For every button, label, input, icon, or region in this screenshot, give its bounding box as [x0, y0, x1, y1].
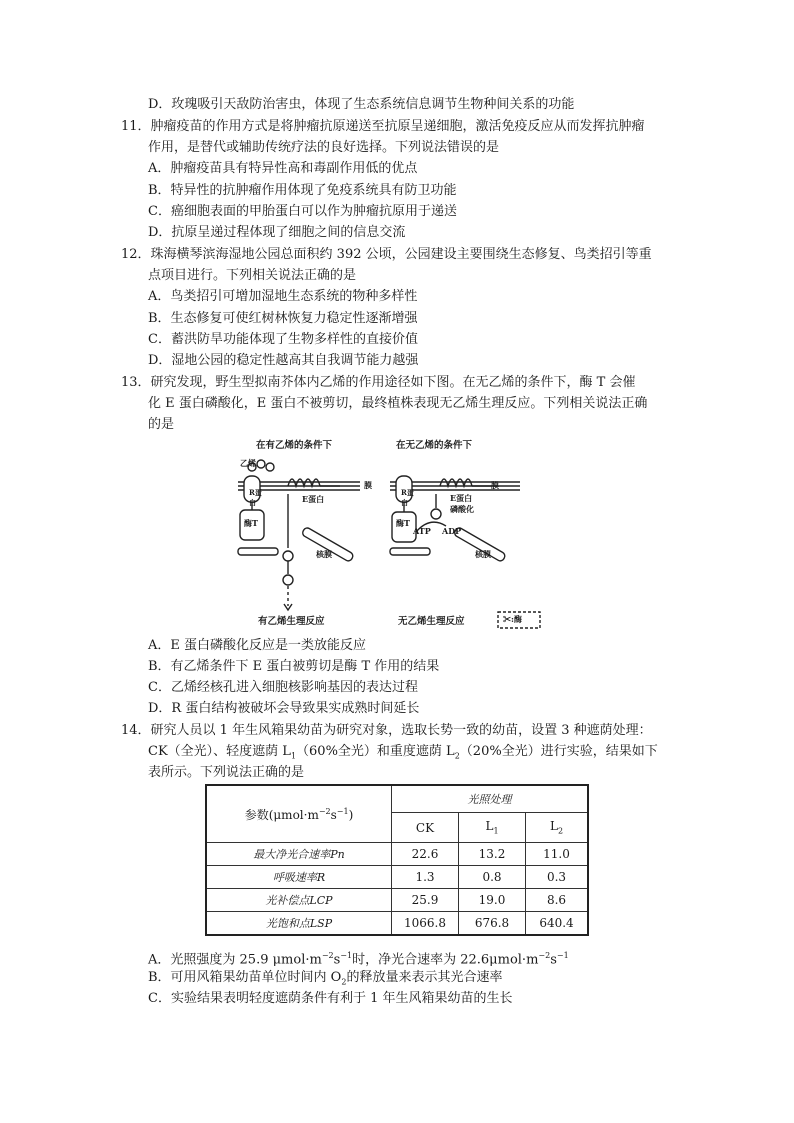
nuclear-membrane-label-left: 核膜 [316, 549, 332, 559]
q13-option-b: B．有乙烯条件下 E 蛋白被剪切是酶 T 作用的结果 [148, 659, 440, 674]
q13-stem-line1: 13．研究发现，野生型拟南芥体内乙烯的作用途径如下图。在无乙烯的条件下，酶 T 会催 [121, 375, 636, 390]
q11-option-b: B．特异性的抗肿瘤作用体现了免疫系统具有防卫功能 [148, 183, 457, 198]
q14-stem-line3: 表所示。下列说法正确的是 [148, 765, 305, 780]
q11-option-d: D．抗原呈递过程体现了细胞之间的信息交流 [148, 225, 406, 240]
q12-stem-line2: 点项目进行。下列相关说法正确的是 [148, 268, 357, 283]
q13-option-a: A．E 蛋白磷酸化反应是一类放能反应 [148, 638, 367, 653]
q12-option-a: A．鸟类招引可增加湿地生态系统的物种多样性 [148, 289, 418, 304]
enzyme-t-label-right: 酶T [396, 518, 410, 528]
table-row: 光补偿点LCP 25.9 19.0 8.6 [206, 889, 588, 912]
q14-option-b: B．可用风箱果幼苗单位时间内 $O_2$的释放量来表示其光合速率 [148, 970, 503, 987]
q11-stem-line2: 作用，是替代或辅助传统疗法的良好选择。下列说法错误的是 [148, 140, 500, 155]
atp-label: ATP [413, 526, 431, 536]
q11-option-c: C．癌细胞表面的甲胎蛋白可以作为肿瘤抗原用于递送 [148, 204, 457, 219]
light-treatment-table [205, 784, 589, 936]
left-result-label: 有乙烯生理反应 [258, 616, 325, 627]
table-row: 最大净光合速率Pn 22.6 13.2 11.0 [206, 843, 588, 866]
q13-stem-line2: 化 E 蛋白磷酸化，E 蛋白不被剪切，最终植株表现无乙烯生理反应。下列相关说法正确 [148, 396, 648, 411]
col-l1: $L_1$ [459, 813, 526, 843]
diagram-graphics [230, 436, 550, 636]
q11-option-a: A．肿瘤疫苗具有特异性高和毒副作用低的优点 [148, 161, 418, 176]
q13-option-d: D．R 蛋白结构被破坏会导致果实成熟时间延长 [148, 701, 420, 716]
table-row: 呼吸速率R 1.3 0.8 0.3 [206, 866, 588, 889]
q14-option-c: C．实验结果表明轻度遮荫条件有利于 1 年生风箱果幼苗的生长 [148, 991, 513, 1006]
scissors-legend: ✂:酶 [503, 614, 522, 624]
q12-stem-line1: 12．珠海横琴滨海湿地公园总面积约 392 公顷，公园建设主要围绕生态修复、鸟类招引等重 [121, 247, 652, 262]
left-panel-title: 在有乙烯的条件下 [256, 440, 333, 451]
right-panel-title: 在无乙烯的条件下 [396, 440, 473, 451]
q14-option-a: A．光照强度为 25.9 $\mu mol\cdot m^{-2}s^{-1}$时，净光合速率为 $22.6\mu mol\cdot m^{-2}s^{-1}$ [148, 951, 569, 968]
ethylene-label: 乙烯 [240, 458, 256, 468]
r-protein-label-left: R蛋白 [249, 488, 262, 507]
r-protein-label-right: R蛋白 [401, 488, 414, 507]
e-protein-label-right: E蛋白 [450, 493, 473, 503]
q12-option-b: B．生态修复可使红树林恢复力稳定性逐渐增强 [148, 311, 418, 326]
q14-stem-line1: 14．研究人员以 1 年生风箱果幼苗为研究对象，选取长势一致的幼苗，设置 3 种遮荫处理： [121, 723, 652, 738]
membrane-label-right: 膜 [491, 480, 499, 490]
nuclear-membrane-label-right: 核膜 [475, 549, 491, 559]
q10-option-d: D．玫瑰吸引天敌防治害虫，体现了生态系统信息调节生物种间关系的功能 [148, 97, 575, 112]
q14-stem-line2: CK（全光）、轻度遮荫 $L_1(60\%$全光）和重度遮荫 $L_2(20\%$全光）进行实验，结果如下 [148, 744, 658, 761]
q13-stem-line3: 的是 [148, 417, 175, 432]
col-l2: $L_2$ [526, 813, 589, 843]
right-result-label: 无乙烯生理反应 [398, 616, 465, 627]
adp-label: ADP [442, 526, 462, 536]
col-ck: CK [392, 813, 459, 843]
phosphorylation-label: 磷酸化 [450, 504, 474, 514]
q12-option-c: C．蓄洪防旱功能体现了生物多样性的直接价值 [148, 332, 418, 347]
membrane-label-left: 膜 [364, 480, 372, 490]
q11-stem-line1: 11．肿瘤疫苗的作用方式是将肿瘤抗原递送至抗原呈递细胞，激活免疫反应从而发挥抗肿瘤 [121, 119, 645, 134]
e-protein-label-left: E蛋白 [302, 494, 325, 504]
param-header: 参数$(\mu mol\cdot m^{-2}s^{-1})$ [206, 785, 392, 843]
q12-option-d: D．湿地公园的稳定性越高其自我调节能力越强 [148, 353, 419, 368]
q13-option-c: C．乙烯经核孔进入细胞核影响基因的表达过程 [148, 680, 418, 695]
enzyme-t-label-left: 酶T [244, 518, 258, 528]
table-row: 光饱和点LSP 1066.8 676.8 640.4 [206, 912, 588, 936]
group-header: 光照处理 [392, 785, 589, 813]
